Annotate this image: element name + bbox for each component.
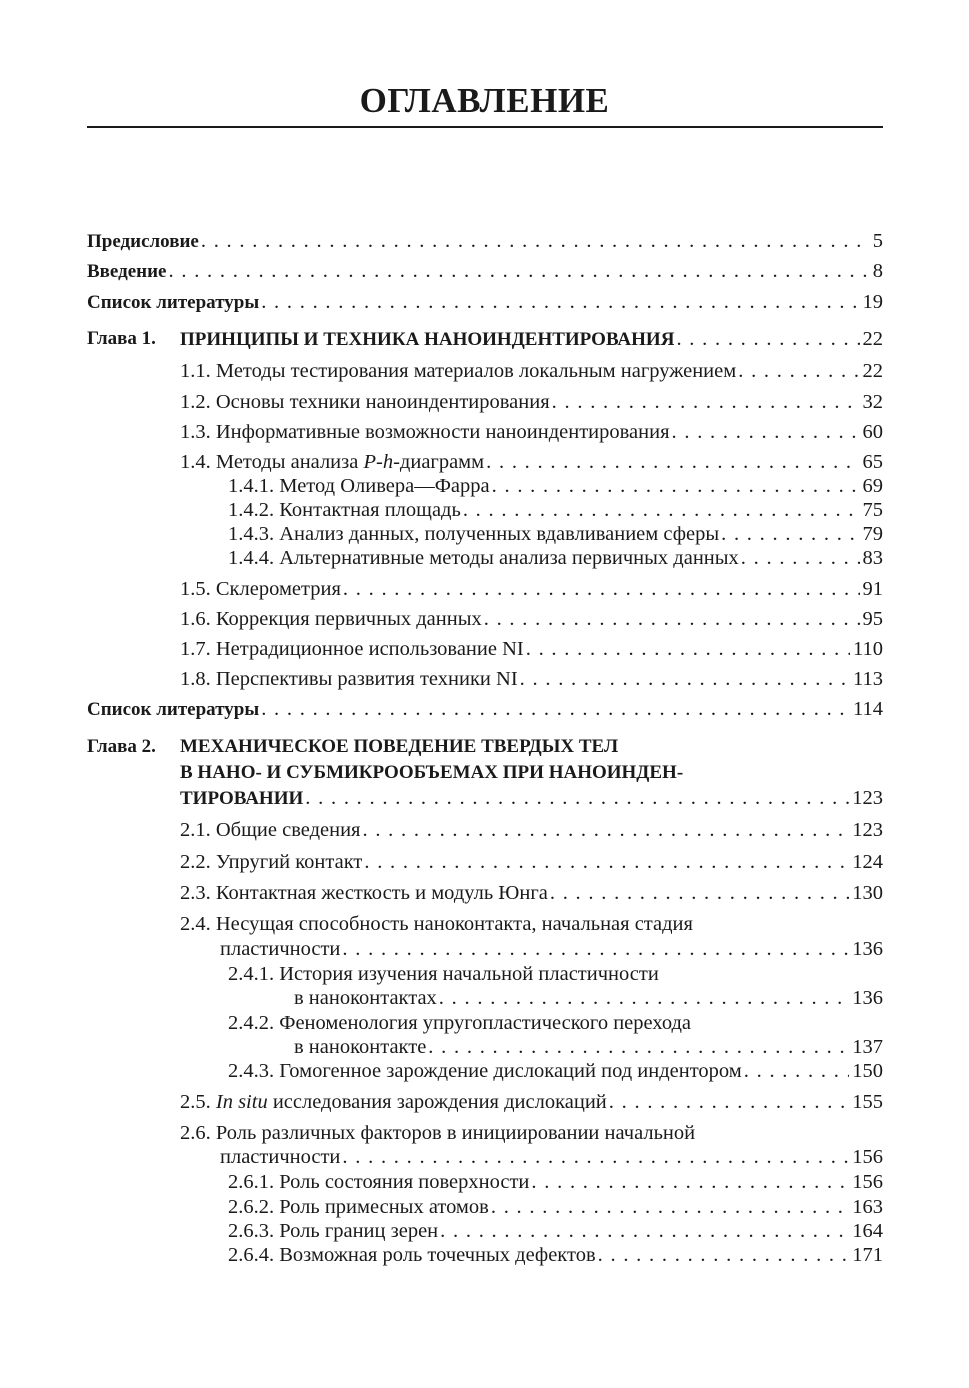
entry-title: в наноконтактах — [294, 987, 437, 1009]
entry-title: 1.1. Методы тестирования материалов локальным нагружением — [180, 360, 737, 382]
leader — [440, 1219, 849, 1243]
entry-page: 163 — [852, 1196, 883, 1218]
toc-entry-1-7[interactable] — [180, 637, 883, 661]
leader — [492, 474, 860, 498]
entry-page: 113 — [853, 668, 883, 690]
chapter-2-label: Глава 2. — [87, 736, 156, 757]
entry-title: 1.8. Перспективы развития техники NI — [180, 668, 518, 690]
leader — [491, 1195, 849, 1219]
toc-entry-1-4-3[interactable] — [228, 522, 883, 546]
entry-italic: P-h — [363, 451, 394, 473]
entry-page: 69 — [862, 475, 883, 497]
toc-entry-1-6[interactable] — [180, 607, 883, 631]
leader — [531, 1170, 849, 1194]
page-title: ОГЛАВЛЕНИЕ — [359, 81, 610, 120]
toc-entry-2-4-1-line-1[interactable]: 2.4.1. История изучения начальной пластичности — [228, 963, 659, 985]
leader — [486, 450, 859, 474]
entry-title: Введение — [87, 261, 167, 282]
entry-title: пластичности — [220, 1146, 341, 1168]
entry-page: 65 — [862, 451, 883, 473]
entry-title: 2.6.4. Возможная роль точечных дефектов — [228, 1244, 596, 1266]
leader — [343, 577, 860, 601]
entry-page: 114 — [853, 698, 883, 720]
entry-title: 2.3. Контактная жесткость и модуль Юнга — [180, 882, 548, 904]
entry-title: пластичности — [220, 938, 341, 960]
chapter-2-title-line-1: МЕХАНИЧЕСКОЕ ПОВЕДЕНИЕ ТВЕРДЫХ ТЕЛ — [180, 736, 619, 757]
entry-page: 171 — [852, 1244, 883, 1266]
leader — [550, 881, 849, 905]
leader — [428, 1035, 849, 1059]
entry-title: Список литературы — [87, 292, 260, 313]
entry-page: 110 — [853, 638, 883, 660]
leader — [738, 359, 859, 383]
entry-title: 1.3. Информативные возможности наноиндентирования — [180, 421, 670, 443]
entry-page: 19 — [862, 291, 883, 313]
leader — [261, 290, 859, 314]
leader — [552, 390, 860, 414]
entry-title — [180, 1090, 607, 1114]
toc-entry-2-6[interactable] — [220, 1145, 883, 1169]
toc-entry-1-2[interactable] — [180, 390, 883, 414]
toc-entry-1-1[interactable] — [180, 359, 883, 383]
toc-entry-1-4-1[interactable] — [228, 474, 883, 498]
entry-prefix: 2.5. — [180, 1091, 216, 1113]
entry-title: 1.4.1. Метод Оливера—Фарра — [228, 475, 490, 497]
chapter-title: ТИРОВАНИИ — [180, 788, 304, 809]
entry-page: 83 — [862, 547, 883, 569]
entry-page: 91 — [862, 578, 883, 600]
entry-page: 150 — [852, 1060, 883, 1082]
toc-entry-2-6-line-1[interactable]: 2.6. Роль различных факторов в инициировании начальной — [180, 1122, 696, 1144]
entry-page: 137 — [852, 1036, 883, 1058]
toc-entry-2-4-2-line-1[interactable]: 2.4.2. Феноменология упругопластического перехода — [228, 1012, 692, 1034]
entry-title: Предисловие — [87, 231, 199, 252]
entry-page: 164 — [852, 1220, 883, 1242]
toc-entry-1-5[interactable] — [180, 577, 883, 601]
toc-entry-chapter-2[interactable] — [180, 786, 883, 811]
entry-suffix: исследования зарождения дислокаций — [267, 1091, 607, 1113]
toc-entry-introduction[interactable] — [87, 259, 883, 284]
entry-title: 2.2. Упругий контакт — [180, 851, 363, 873]
entry-page: 123 — [852, 787, 883, 809]
leader — [362, 818, 849, 842]
entry-page: 136 — [852, 938, 883, 960]
leader — [676, 327, 859, 351]
leader — [364, 850, 849, 874]
entry-title: 1.2. Основы техники наноиндентирования — [180, 391, 550, 413]
entry-page: 95 — [862, 608, 883, 630]
leader — [526, 637, 850, 661]
toc-entry-2-1[interactable] — [180, 818, 883, 842]
leader — [169, 259, 870, 283]
entry-page: 8 — [872, 260, 883, 282]
entry-title: 1.5. Склерометрия — [180, 578, 341, 600]
toc-entry-1-8[interactable] — [180, 667, 883, 691]
entry-title: 1.4.3. Анализ данных, полученных вдавливанием сферы — [228, 523, 720, 545]
leader — [744, 1059, 850, 1083]
entry-title: 1.7. Нетрадиционное использование NI — [180, 638, 524, 660]
entry-page: 32 — [862, 391, 883, 413]
leader — [609, 1090, 849, 1114]
toc-entry-2-4[interactable] — [220, 937, 883, 961]
toc — [87, 0, 883, 1388]
toc-entry-1-4[interactable] — [180, 450, 883, 474]
chapter-title: ПРИНЦИПЫ И ТЕХНИКА НАНОИНДЕНТИРОВАНИЯ — [180, 329, 675, 350]
entry-page: 5 — [872, 230, 883, 252]
toc-entry-references[interactable] — [87, 290, 883, 315]
leader — [741, 546, 860, 570]
entry-page: 75 — [862, 499, 883, 521]
entry-page: 156 — [852, 1171, 883, 1193]
entry-prefix: 1.4. Методы анализа — [180, 451, 364, 473]
entry-page: 156 — [852, 1146, 883, 1168]
entry-title: 2.1. Общие сведения — [180, 819, 361, 841]
leader — [721, 522, 859, 546]
entry-title: 1.4.2. Контактная площадь — [228, 499, 461, 521]
toc-entry-2-4-1[interactable] — [294, 986, 883, 1010]
leader — [439, 986, 849, 1010]
entry-title: Список литературы — [87, 699, 260, 720]
entry-title: 2.4.3. Гомогенное зарождение дислокаций под индентором — [228, 1060, 742, 1082]
entry-title: 1.4.4. Альтернативные методы анализа первичных данных — [228, 547, 739, 569]
toc-entry-2-2[interactable] — [180, 850, 883, 874]
leader — [342, 937, 849, 961]
toc-entry-preface[interactable] — [87, 229, 883, 254]
leader — [598, 1243, 850, 1267]
entry-page: 79 — [862, 523, 883, 545]
entry-page: 124 — [852, 851, 883, 873]
leader — [305, 786, 849, 810]
entry-title — [180, 450, 484, 474]
toc-entry-2-6-1[interactable] — [228, 1170, 883, 1194]
entry-page: 22 — [862, 328, 883, 350]
leader — [520, 667, 850, 691]
toc-entry-2-6-4[interactable] — [228, 1243, 883, 1267]
entry-page: 123 — [852, 819, 883, 841]
entry-page: 130 — [852, 882, 883, 904]
leader — [484, 607, 860, 631]
leader — [261, 697, 850, 721]
entry-title: в наноконтакте — [294, 1036, 427, 1058]
entry-title: 1.6. Коррекция первичных данных — [180, 608, 482, 630]
toc-entry-2-6-2[interactable] — [228, 1195, 883, 1219]
entry-page: 22 — [862, 360, 883, 382]
entry-title: 2.6.3. Роль границ зерен — [228, 1220, 439, 1242]
entry-title: 2.6.2. Роль примесных атомов — [228, 1196, 489, 1218]
entry-page: 136 — [852, 987, 883, 1009]
toc-entry-1-4-2[interactable] — [228, 498, 883, 522]
entry-suffix: -диаграмм — [393, 451, 485, 473]
entry-page: 60 — [862, 421, 883, 443]
toc-entry-1-3[interactable] — [180, 420, 883, 444]
chapter-2-title-line-2: В НАНО- И СУБМИКРООБЪЕМАХ ПРИ НАНОИНДЕН- — [180, 762, 684, 783]
leader — [201, 229, 870, 253]
toc-entry-2-3[interactable] — [180, 881, 883, 905]
toc-entry-chapter-1-references[interactable] — [87, 697, 883, 722]
entry-page: 155 — [852, 1091, 883, 1113]
toc-entry-2-5[interactable] — [180, 1090, 883, 1114]
leader — [463, 498, 860, 522]
toc-entry-chapter-1[interactable] — [180, 327, 883, 352]
toc-entry-2-4-3[interactable] — [228, 1059, 883, 1083]
toc-entry-1-4-4[interactable] — [228, 546, 883, 570]
leader — [342, 1145, 849, 1169]
entry-italic: In situ — [215, 1091, 268, 1113]
toc-entry-2-4-line-1[interactable]: 2.4. Несущая способность наноконтакта, начальная стадия — [180, 913, 693, 935]
chapter-1-label: Глава 1. — [87, 328, 156, 349]
toc-entry-2-6-3[interactable] — [228, 1219, 883, 1243]
toc-entry-2-4-2[interactable] — [294, 1035, 883, 1059]
leader — [672, 420, 860, 444]
entry-title: 2.6.1. Роль состояния поверхности — [228, 1171, 530, 1193]
